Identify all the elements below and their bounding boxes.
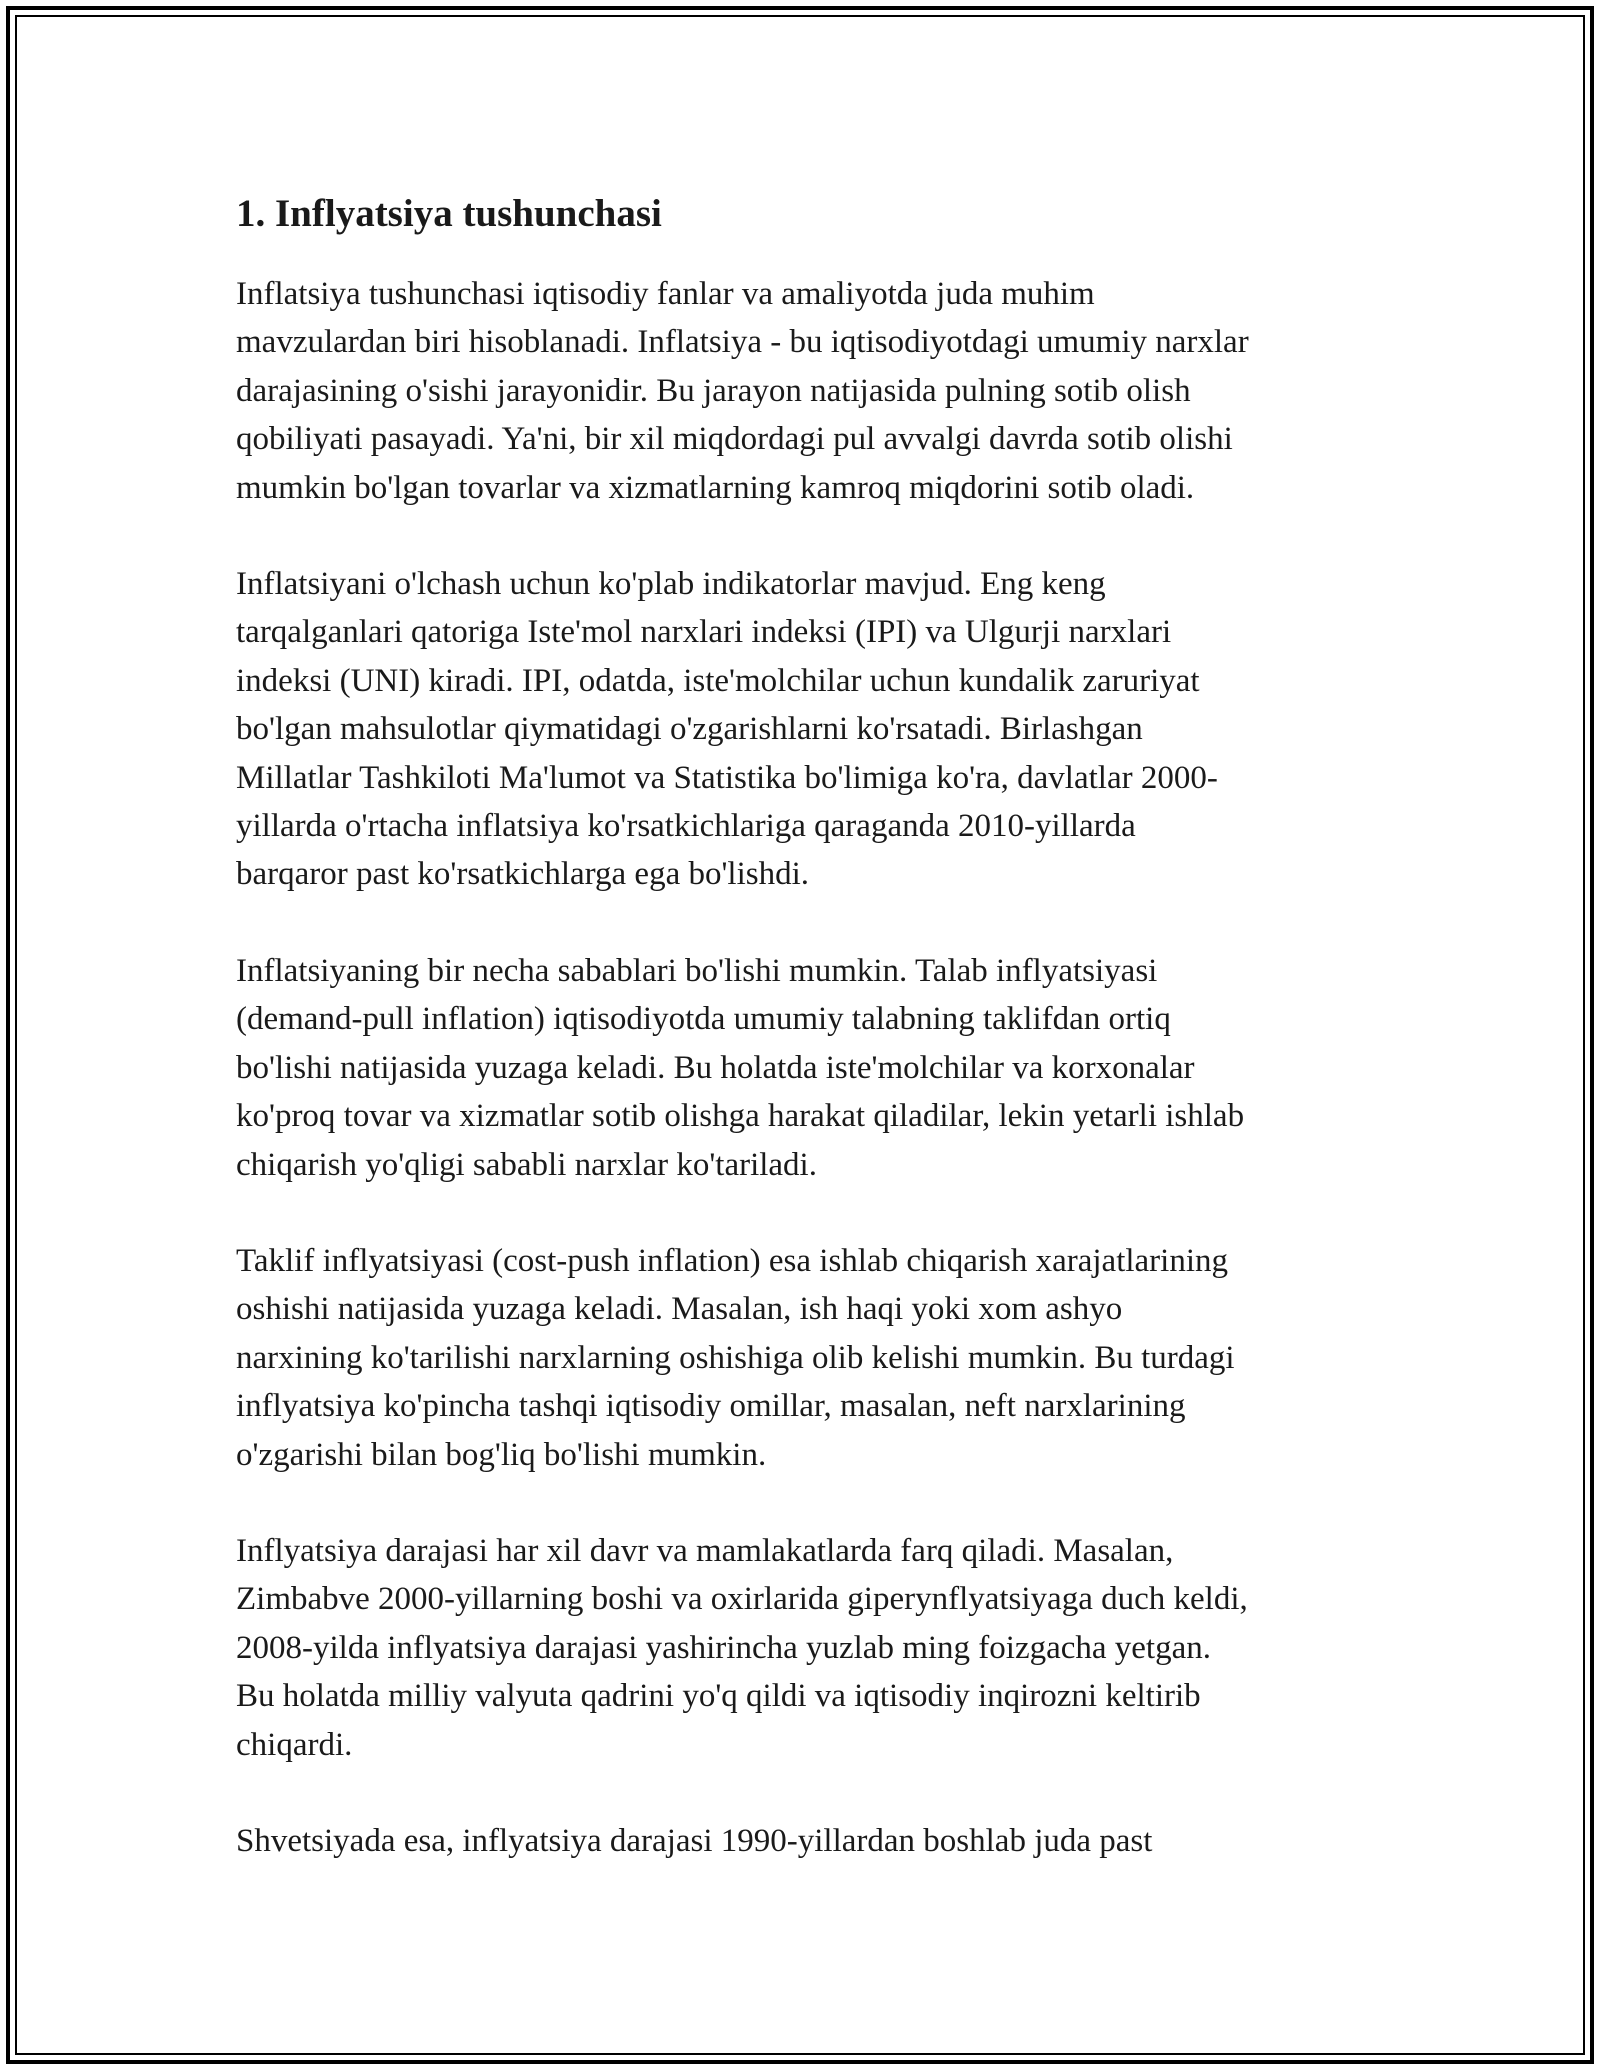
paragraph-line: narxining ko'tarilishi narxlarning oshishiga olib kelishi mumkin. Bu turdagi: [236, 1339, 1235, 1376]
paragraph-line: darajasining o'sishi jarayonidir. Bu jarayon natijasida pulning sotib olish: [236, 372, 1191, 409]
paragraph-line: Taklif inflyatsiyasi (cost-push inflation) esa ishlab chiqarish xarajatlarining: [236, 1242, 1228, 1279]
paragraph-line: oshishi natijasida yuzaga keladi. Masalan, ish haqi yoki xom ashyo: [236, 1291, 1123, 1328]
paragraph-line: Millatlar Tashkiloti Ma'lumot va Statistika bo'limiga ko'ra, davlatlar 2000-: [236, 759, 1218, 796]
paragraph-line: chiqarish yo'qligi sababli narxlar ko'tariladi.: [236, 1146, 817, 1183]
paragraph-line: tarqalganlari qatoriga Iste'mol narxlari indeksi (IPI) va Ulgurji narxlari: [236, 614, 1172, 651]
paragraph-line: inflyatsiya ko'pincha tashqi iqtisodiy omillar, masalan, neft narxlarining: [236, 1388, 1186, 1425]
paragraph-line: mumkin bo'lgan tovarlar va xizmatlarning kamroq miqdorini sotib oladi.: [236, 469, 1195, 506]
paragraph-6: [236, 1817, 1376, 1865]
paragraph-line: ko'proq tovar va xizmatlar sotib olishga harakat qiladilar, lekin yetarli ishlab: [236, 1098, 1245, 1135]
paragraph-line: 2008-yilda inflyatsiya darajasi yashirincha yuzlab ming foizgacha yetgan.: [236, 1629, 1211, 1666]
paragraph-line: indeksi (UNI) kiradi. IPI, odatda, iste'molchilar uchun kundalik zaruriyat: [236, 662, 1200, 699]
paragraph-line: Bu holatda milliy valyuta qadrini yo'q qildi va iqtisodiy inqirozni keltirib: [236, 1678, 1201, 1715]
paragraph-line: barqaror past ko'rsatkichlarga ega bo'lishdi.: [236, 856, 810, 893]
paragraph-line: o'zgarishi bilan bog'liq bo'lishi mumkin.: [236, 1436, 767, 1473]
paragraph-1: [236, 270, 1376, 512]
paragraph-5: [236, 1527, 1376, 1769]
paragraph-line: yillarda o'rtacha inflatsiya ko'rsatkichlariga qaraganda 2010-yillarda: [236, 808, 1136, 845]
paragraph-line: (demand-pull inflation) iqtisodiyotda umumiy talabning taklifdan ortiq: [236, 1001, 1171, 1038]
paragraph-list: [236, 270, 1376, 1865]
paragraph-line: bo'lishi natijasida yuzaga keladi. Bu holatda iste'molchilar va korxonalar: [236, 1049, 1195, 1086]
paragraph-3: [236, 947, 1376, 1189]
section-heading: 1. Inflyatsiya tushunchasi: [236, 192, 662, 235]
paragraph-line: mavzulardan biri hisoblanadi. Inflatsiya - bu iqtisodiyotdagi umumiy narxlar: [236, 324, 1249, 361]
paragraph-line: Zimbabve 2000-yillarning boshi va oxirlarida giperynflyatsiyaga duch keldi,: [236, 1581, 1248, 1618]
paragraph-line: Inflatsiyaning bir necha sabablari bo'lishi mumkin. Talab inflyatsiyasi: [236, 952, 1158, 989]
document-body: [236, 186, 1376, 1913]
paragraph-2: [236, 560, 1376, 899]
paragraph-line: Shvetsiyada esa, inflyatsiya darajasi 1990-yillardan boshlab juda past: [236, 1822, 1153, 1859]
paragraph-line: Inflyatsiya darajasi har xil davr va mamlakatlarda farq qiladi. Masalan,: [236, 1532, 1174, 1569]
paragraph-line: Inflatsiya tushunchasi iqtisodiy fanlar va amaliyotda juda muhim: [236, 276, 1095, 312]
paragraph-line: Inflatsiyani o'lchash uchun ko'plab indikatorlar mavjud. Eng keng: [236, 566, 1106, 603]
paragraph-4: [236, 1237, 1376, 1479]
paragraph-line: bo'lgan mahsulotlar qiymatidagi o'zgarishlarni ko'rsatadi. Birlashgan: [236, 711, 1143, 748]
paragraph-line: chiqardi.: [236, 1726, 353, 1763]
paragraph-line: qobiliyati pasayadi. Ya'ni, bir xil miqdordagi pul avvalgi davrda sotib olishi: [236, 421, 1233, 458]
